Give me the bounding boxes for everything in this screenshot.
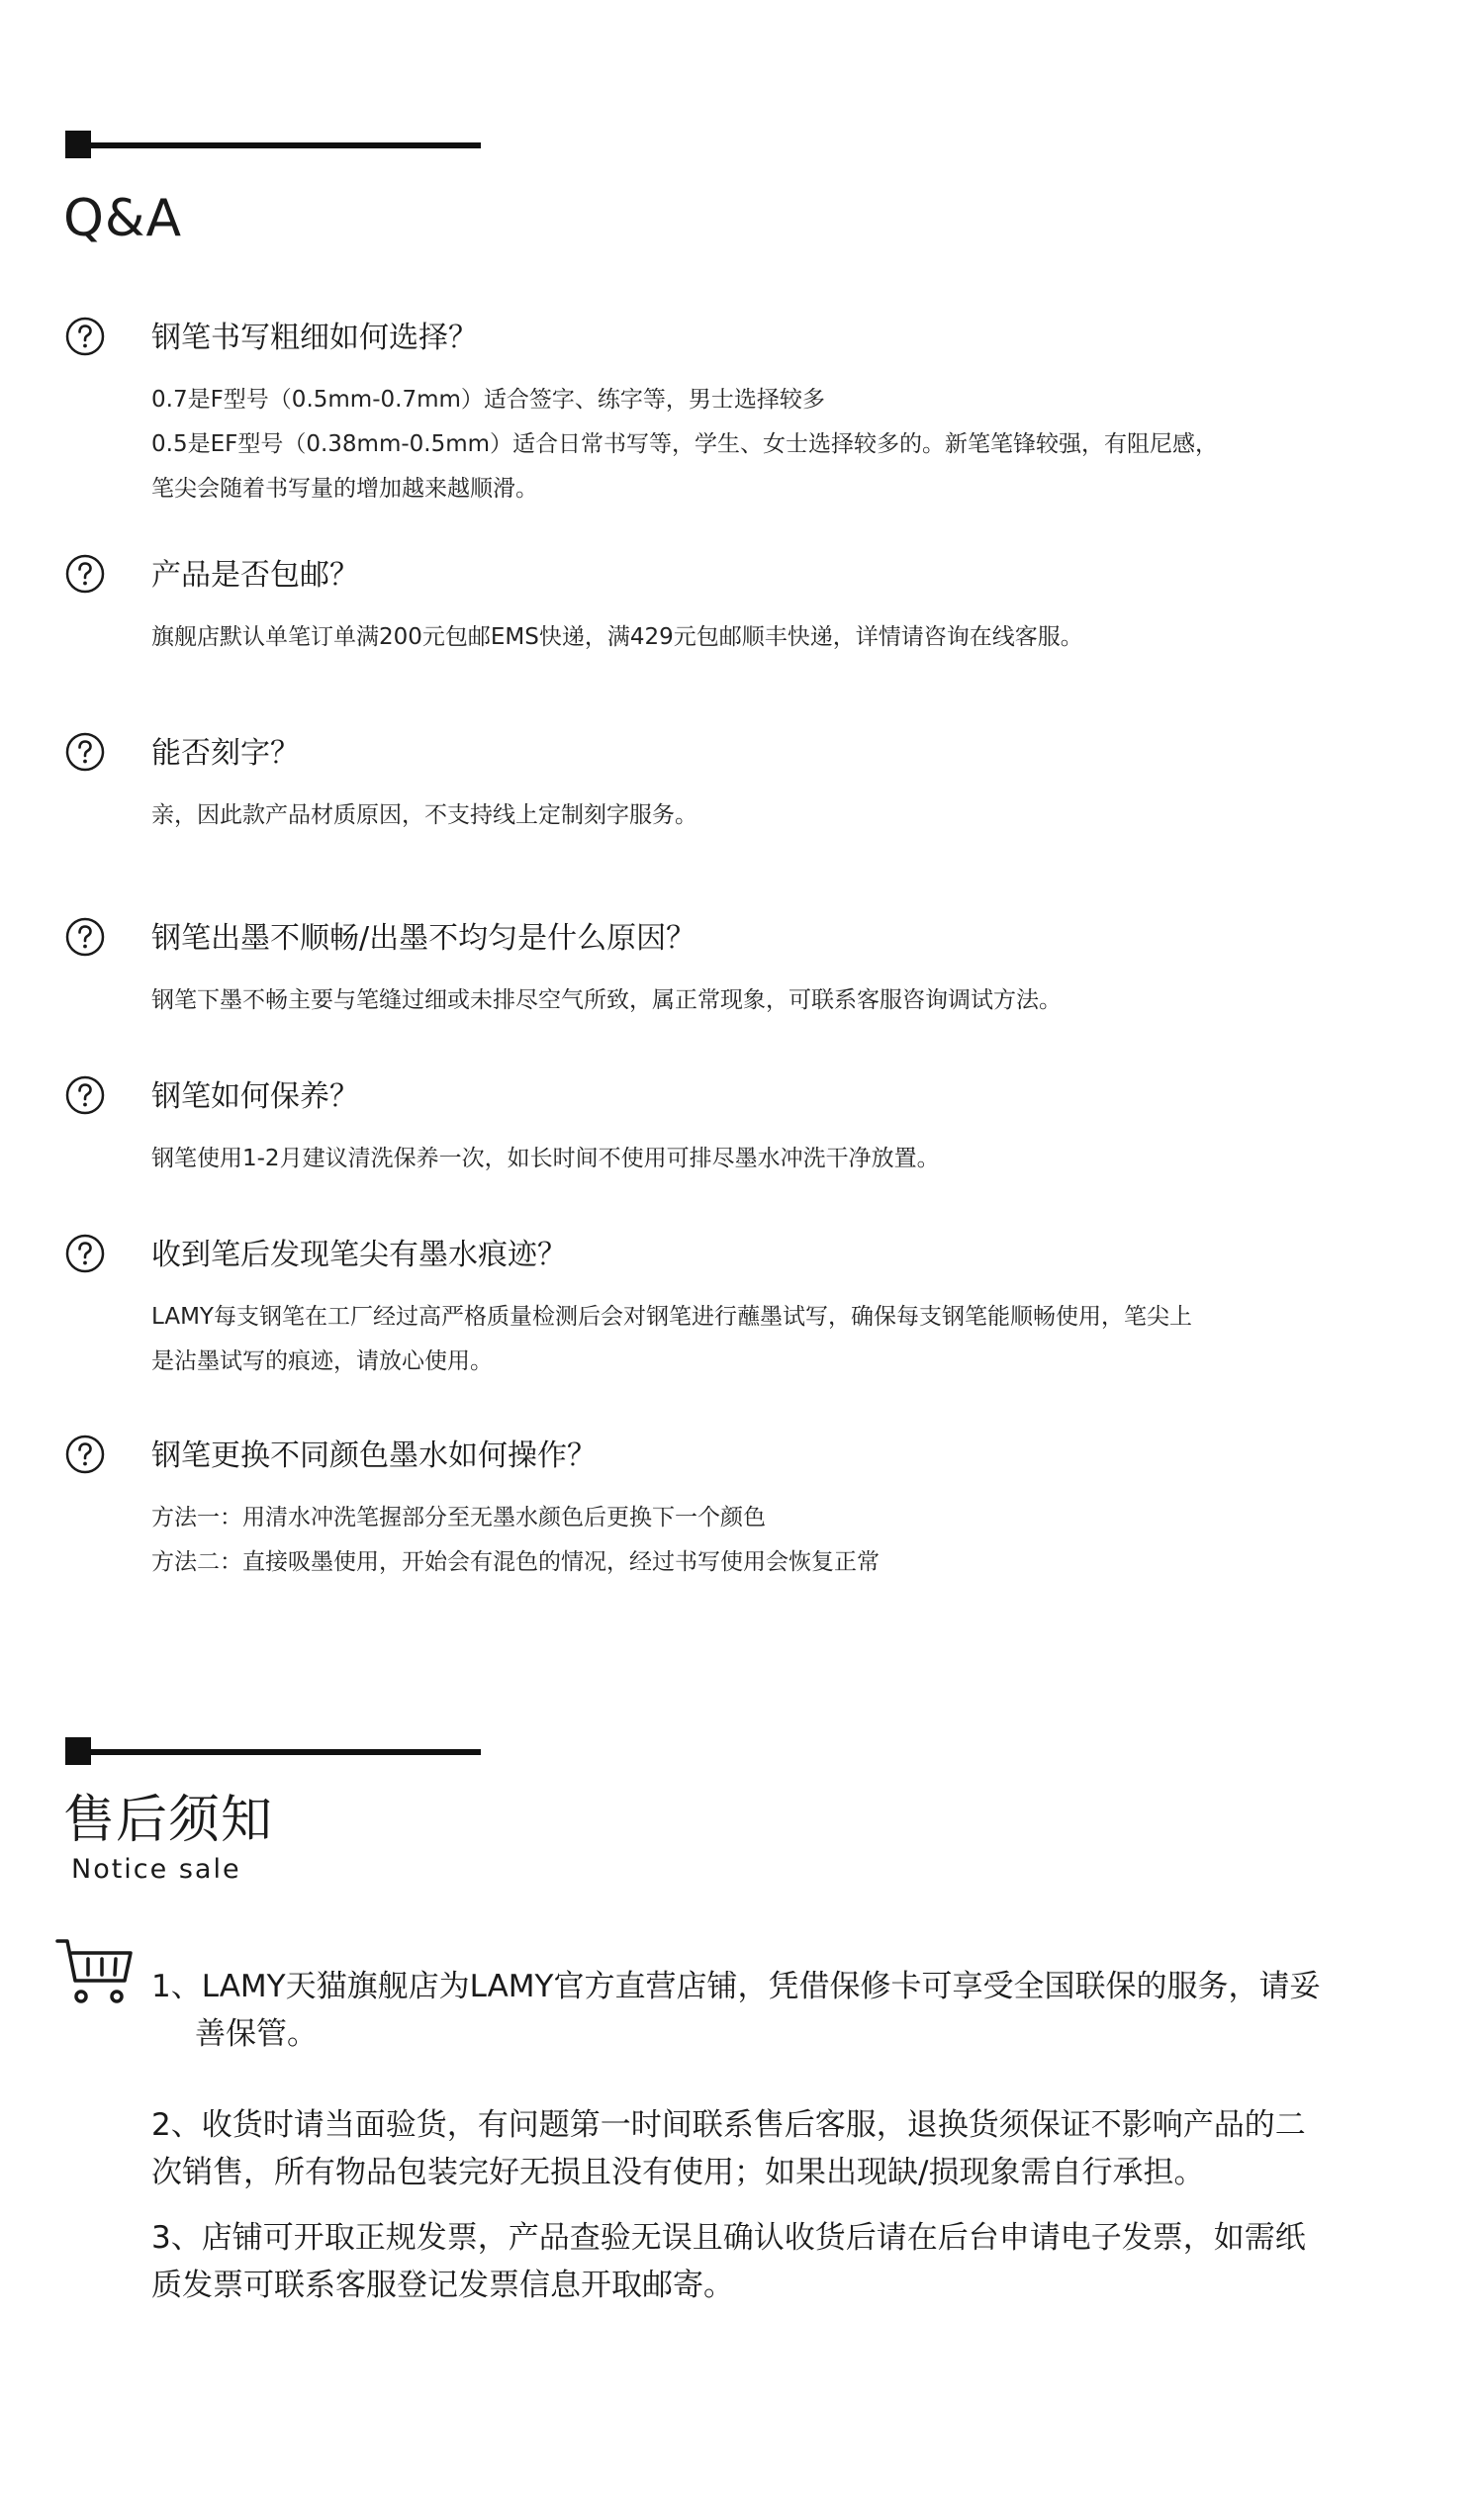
notice-section-subtitle: Notice sale: [71, 1854, 241, 1885]
qa-question: 能否刻字？: [151, 736, 300, 771]
question-circle-icon: [65, 1435, 105, 1474]
qa-answer: 0.7是F型号（0.5mm-0.7mm）适合签字、练字等，男士选择较多 0.5是EF型号（0.38mm-0.5mm）适合日常书写等，学生、女士选择较多的。新笔笔锋较强，有阻尼感， 笔尖会随着书写量的增加越来越顺滑。: [151, 387, 1219, 502]
qa-answer: 旗舰店默认单笔订单满200元包邮EMS快递，满429元包邮顺丰快递，详情请咨询在线客服。: [151, 624, 1083, 650]
qa-question: 钢笔书写粗细如何选择？: [151, 321, 478, 355]
qa-question: 钢笔更换不同颜色墨水如何操作？: [151, 1438, 597, 1473]
question-circle-icon: [65, 1075, 105, 1115]
notice-item: 2、收货时请当面验货，有问题第一时间联系售后客服，退换货须保证不影响产品的二 次销售，所有物品包装完好无损且没有使用；如果出现缺/损现象需自行承担。: [151, 2107, 1306, 2190]
question-circle-icon: [65, 917, 105, 957]
notice-item: 3、店铺可开取正规发票，产品查验无误且确认收货后请在后台申请电子发票，如需纸 质发票可联系客服登记发票信息开取邮寄。: [151, 2220, 1306, 2303]
qa-question: 产品是否包邮？: [151, 558, 359, 593]
qa-answer: 钢笔下墨不畅主要与笔缝过细或未排尽空气所致，属正常现象，可联系客服咨询调试方法。: [151, 987, 1062, 1013]
qa-answer: 亲，因此款产品材质原因，不支持线上定制刻字服务。: [151, 802, 697, 828]
qa-question: 钢笔如何保养？: [151, 1079, 359, 1114]
shopping-cart-icon: [55, 1937, 133, 2008]
notice-section-title: 售后须知: [63, 1791, 274, 1850]
qa-section-divider: [65, 131, 481, 158]
question-circle-icon: [65, 732, 105, 772]
qa-section-title: Q&A: [63, 189, 183, 248]
qa-answer: LAMY每支钢笔在工厂经过高严格质量检测后会对钢笔进行蘸墨试写，确保每支钢笔能顺畅使用，笔尖上 是沾墨试写的痕迹，请放心使用。: [151, 1304, 1192, 1374]
question-circle-icon: [65, 317, 105, 356]
question-circle-icon: [65, 554, 105, 594]
qa-answer: 钢笔使用1-2月建议清洗保养一次，如长时间不使用可排尽墨水冲洗干净放置。: [151, 1146, 940, 1171]
notice-item: 1、LAMY天猫旗舰店为LAMY官方直营店铺，凭借保修卡可享受全国联保的服务，请妥 善保管。: [151, 1969, 1321, 2052]
qa-question: 收到笔后发现笔尖有墨水痕迹？: [151, 1238, 567, 1272]
question-circle-icon: [65, 1234, 105, 1273]
qa-answer: 方法一：用清水冲洗笔握部分至无墨水颜色后更换下一个颜色 方法二：直接吸墨使用，开始会有混色的情况，经过书写使用会恢复正常: [151, 1505, 880, 1575]
qa-question: 钢笔出墨不顺畅/出墨不均匀是什么原因？: [151, 921, 696, 956]
notice-section-divider: [65, 1737, 481, 1765]
